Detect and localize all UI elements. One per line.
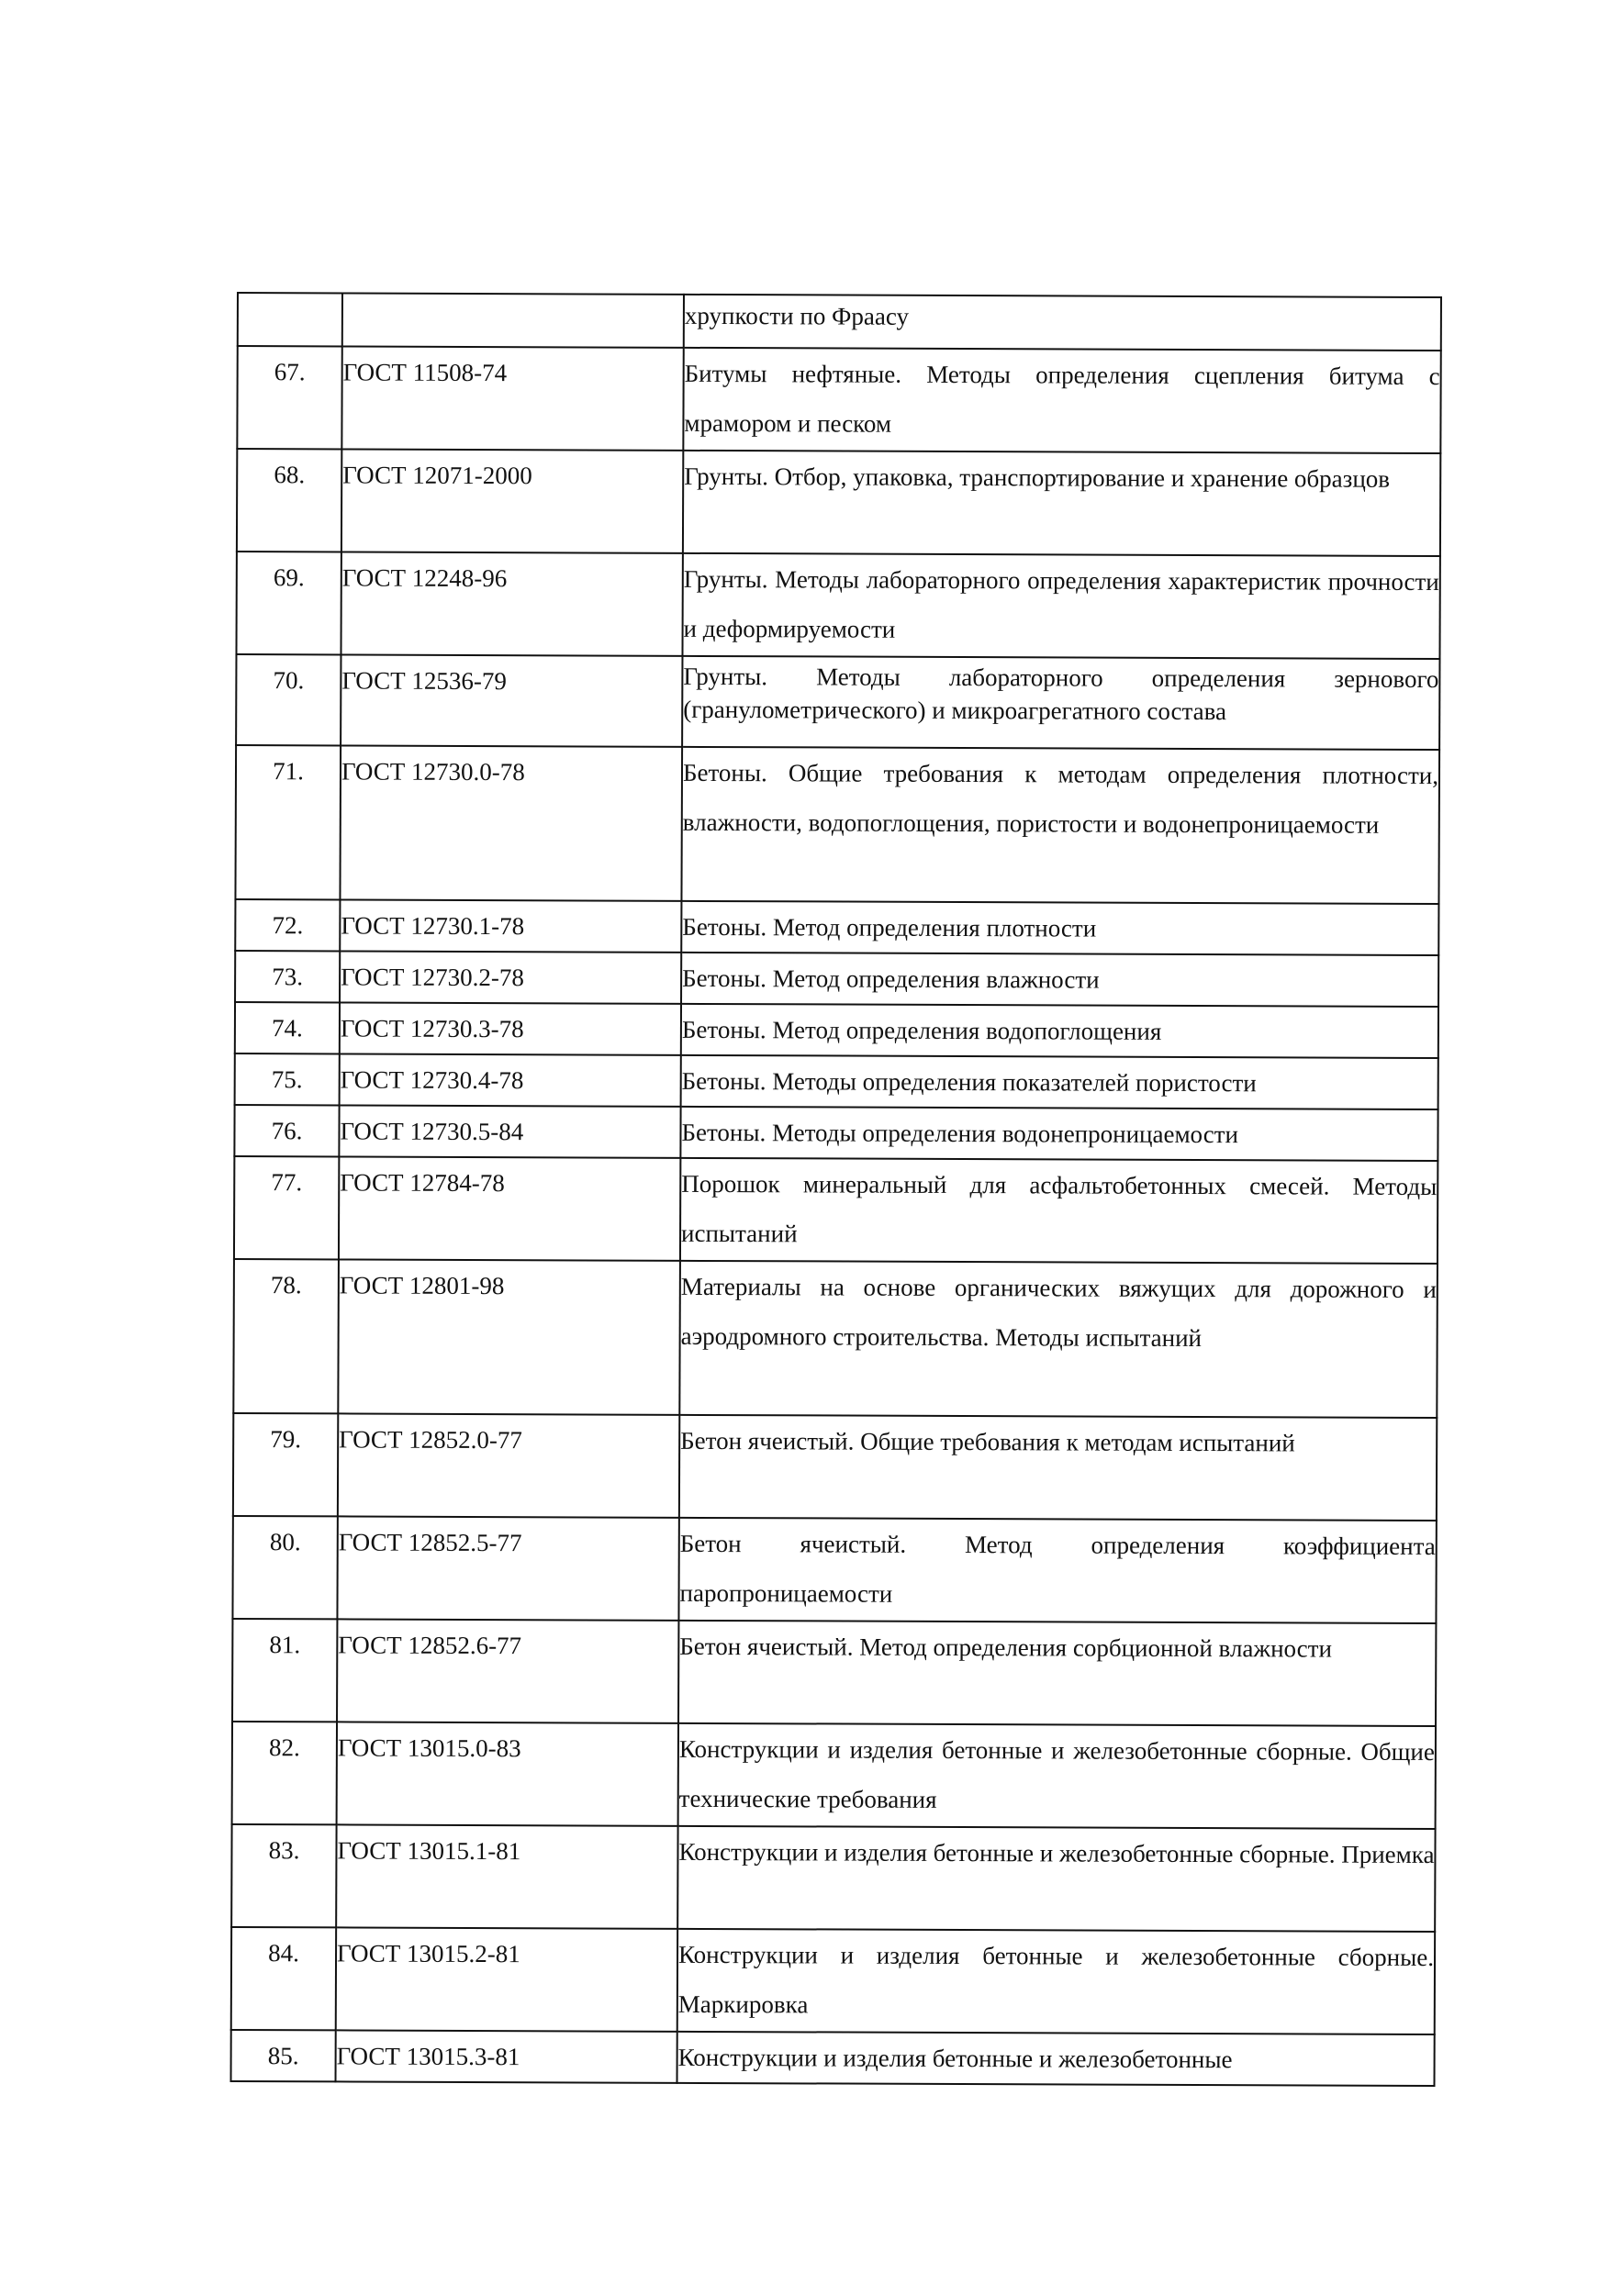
standard-title-cell: Битумы нефтяные. Методы определения сцепления битума с мрамором и песком [683,348,1440,453]
standard-code-cell: ГОСТ 11508-74 [341,346,683,450]
row-number-cell: 76. [234,1105,339,1156]
row-number-cell: 77. [234,1156,339,1259]
row-number-cell [238,293,342,346]
table-row [232,1619,1436,1726]
standard-code-cell: ГОСТ 12730.0-78 [340,745,682,900]
row-number-cell: 78. [233,1259,339,1413]
row-number-cell: 82. [232,1722,337,1824]
table-row [233,1259,1438,1418]
standard-code-cell: ГОСТ 13015.1-81 [336,1824,677,1928]
standard-code-cell: ГОСТ 12730.3-78 [340,1002,681,1054]
standard-code-cell: ГОСТ 12852.6-77 [337,1619,678,1722]
standard-code-cell: ГОСТ 12730.5-84 [339,1105,680,1157]
standard-title-cell: Бетоны. Общие требования к методам определения плотности, влажности, водопоглощения, пористости и водонепроницаемости [681,747,1439,904]
standard-code-cell [342,293,684,347]
table-row [235,745,1439,904]
standard-code-cell: ГОСТ 12071-2000 [341,449,683,552]
standard-code-cell: ГОСТ 12784-78 [339,1156,680,1260]
table-row [231,1824,1435,1932]
standard-code-cell: ГОСТ 13015.3-81 [336,2030,677,2082]
standard-code-cell: ГОСТ 13015.2-81 [336,1927,677,2031]
table-row [234,1105,1438,1161]
standard-title-cell: Бетон ячеистый. Метод определения сорбционной влажности [678,1621,1436,1726]
row-number-cell: 73. [235,951,340,1002]
standard-title-cell: Бетоны. Метод определения водопоглощения [681,1004,1438,1058]
row-number-cell: 75. [235,1053,340,1105]
standard-code-cell: ГОСТ 12248-96 [341,552,682,655]
standard-title-cell: Грунты. Отбор, упаковка, транспортирование и хранение образцов [683,451,1440,556]
table-row [231,2030,1435,2086]
gost-standards-table [230,292,1442,2087]
standard-code-cell: ГОСТ 12852.5-77 [337,1516,678,1620]
standard-title-cell: Бетон ячеистый. Метод определения коэффициента паропроницаемости [678,1518,1436,1623]
table-row [235,951,1438,1007]
row-number-cell: 80. [232,1516,337,1619]
standard-title-cell: Конструкции и изделия бетонные и железобетонные сборные. Маркировка [677,1929,1435,2034]
table-row [237,346,1440,453]
table-row [233,1413,1437,1521]
standard-title-cell: Грунты. Методы лабораторного определения характеристик прочности и деформируемости [682,553,1439,659]
table-row [234,1156,1438,1264]
table-row [236,654,1439,750]
continuation-title-cell: хрупкости по Фраасу [684,295,1441,351]
table-row [232,1516,1436,1623]
table-row [237,449,1440,556]
row-number-cell: 83. [231,1824,336,1927]
row-number-cell: 68. [237,449,341,552]
standard-code-cell: ГОСТ 12730.1-78 [340,899,681,952]
standard-code-cell: ГОСТ 12730.4-78 [340,1053,681,1106]
row-number-cell: 74. [235,1002,340,1053]
standard-code-cell: ГОСТ 12852.0-77 [338,1413,679,1517]
row-number-cell: 71. [235,745,341,899]
table-row [235,1053,1438,1109]
row-number-cell: 85. [231,2030,336,2081]
table-row [238,293,1441,351]
standard-title-cell: Бетоны. Методы определения показателей пористости [681,1055,1438,1109]
standard-title-cell: Конструкции и изделия бетонные и железобетонные [677,2032,1435,2086]
standard-title-cell: Бетоны. Методы определения водонепроницаемости [680,1107,1438,1161]
standard-title-cell: Бетоны. Метод определения влажности [681,953,1438,1007]
table-body [231,293,1441,2086]
standard-title-cell: Конструкции и изделия бетонные и железобетонные сборные. Приемка [677,1826,1435,1932]
standard-title-cell: Бетон ячеистый. Общие требования к методам испытаний [679,1415,1437,1521]
table-row [236,552,1439,659]
row-number-cell: 69. [236,552,341,654]
row-number-cell: 70. [236,654,341,745]
table-row [235,899,1438,955]
row-number-cell: 81. [232,1619,337,1722]
row-number-cell: 67. [237,346,341,449]
standard-code-cell: ГОСТ 13015.0-83 [337,1722,678,1825]
standard-code-cell: ГОСТ 12536-79 [341,654,682,746]
standard-title-cell: Грунты. Методы лабораторного определения зернового (гранулометрического) и микроагрегатного состава [682,656,1439,750]
table-row [232,1722,1436,1829]
standard-title-cell: Порошок минеральный для асфальтобетонных смесей. Методы испытаний [680,1158,1438,1264]
table-row [235,1002,1438,1058]
standard-title-cell: Бетоны. Метод определения плотности [681,901,1438,955]
standard-title-cell: Материалы на основе органических вяжущих для дорожного и аэродромного строительства. Методы испытаний [679,1261,1438,1418]
standard-code-cell: ГОСТ 12730.2-78 [340,951,681,1003]
row-number-cell: 72. [235,899,340,951]
standard-code-cell: ГОСТ 12801-98 [338,1259,680,1414]
standard-title-cell: Конструкции и изделия бетонные и железобетонные сборные. Общие технические требования [678,1723,1436,1829]
row-number-cell: 84. [231,1927,336,2030]
row-number-cell: 79. [233,1413,338,1516]
table-row [231,1927,1435,2034]
